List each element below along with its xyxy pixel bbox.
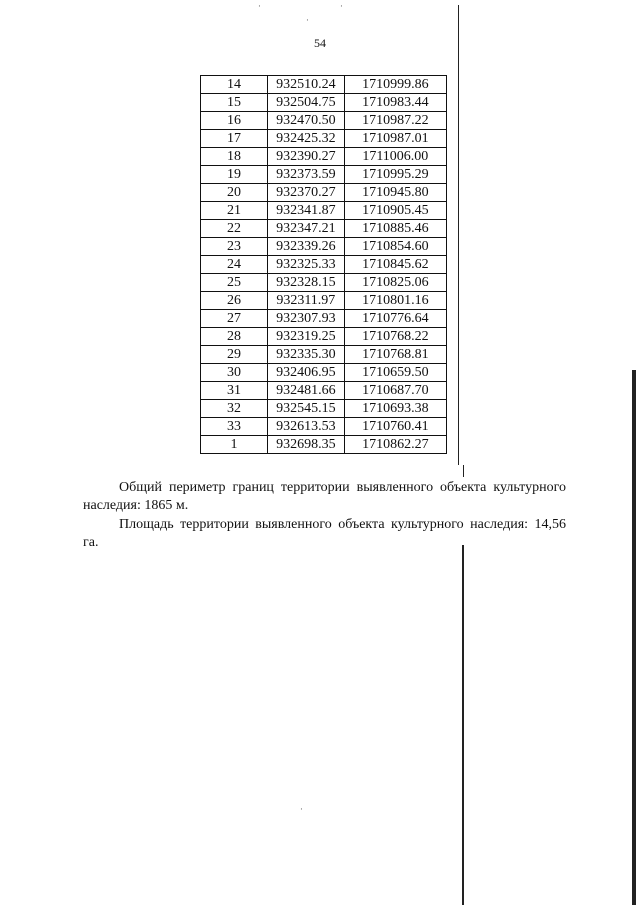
point-number-cell: 25: [201, 274, 268, 292]
x-coordinate-cell: 932325.33: [267, 256, 344, 274]
y-coordinate-cell: 1710801.16: [344, 292, 446, 310]
scan-edge-tick: [463, 465, 464, 477]
x-coordinate-cell: 932481.66: [267, 382, 344, 400]
y-coordinate-cell: 1710862.27: [344, 436, 446, 454]
x-coordinate-cell: 932339.26: [267, 238, 344, 256]
y-coordinate-cell: 1710693.38: [344, 400, 446, 418]
x-coordinate-cell: 932406.95: [267, 364, 344, 382]
table-row: [201, 76, 447, 94]
y-coordinate-cell: 1710987.22: [344, 112, 446, 130]
scan-speck: ·: [258, 2, 261, 12]
table-row: [201, 292, 447, 310]
scan-speck: ·: [300, 805, 303, 815]
perimeter-paragraph: [83, 479, 566, 515]
table-row: [201, 94, 447, 112]
y-coordinate-cell: 1710760.41: [344, 418, 446, 436]
y-coordinate-cell: 1710825.06: [344, 274, 446, 292]
y-coordinate-cell: 1710983.44: [344, 94, 446, 112]
x-coordinate-cell: 932319.25: [267, 328, 344, 346]
scan-edge-bar-right: [632, 370, 636, 905]
table-row: [201, 364, 447, 382]
perimeter-text: Общий периметр границ территории выявленного объекта культурного наследия: 1865 м.: [83, 480, 566, 513]
table-row: [201, 202, 447, 220]
point-number-cell: 24: [201, 256, 268, 274]
y-coordinate-cell: 1710885.46: [344, 220, 446, 238]
page-number: 54: [314, 36, 326, 50]
point-number-cell: 27: [201, 310, 268, 328]
table-row: [201, 256, 447, 274]
point-number-cell: 18: [201, 148, 268, 166]
table-row: [201, 400, 447, 418]
area-text: Площадь территории выявленного объекта культурного наследия: 14,56 га.: [83, 517, 566, 550]
y-coordinate-cell: 1710845.62: [344, 256, 446, 274]
table-row: [201, 328, 447, 346]
x-coordinate-cell: 932370.27: [267, 184, 344, 202]
x-coordinate-cell: 932698.35: [267, 436, 344, 454]
table-row: [201, 418, 447, 436]
x-coordinate-cell: 932311.97: [267, 292, 344, 310]
point-number-cell: 29: [201, 346, 268, 364]
x-coordinate-cell: 932470.50: [267, 112, 344, 130]
scan-edge-line-mid: [462, 545, 464, 905]
y-coordinate-cell: 1710905.45: [344, 202, 446, 220]
y-coordinate-cell: 1710987.01: [344, 130, 446, 148]
y-coordinate-cell: 1710659.50: [344, 364, 446, 382]
area-paragraph: [83, 516, 566, 552]
point-number-cell: 22: [201, 220, 268, 238]
point-number-cell: 21: [201, 202, 268, 220]
x-coordinate-cell: 932335.30: [267, 346, 344, 364]
table-row: [201, 148, 447, 166]
x-coordinate-cell: 932328.15: [267, 274, 344, 292]
y-coordinate-cell: 1710995.29: [344, 166, 446, 184]
x-coordinate-cell: 932545.15: [267, 400, 344, 418]
y-coordinate-cell: 1711006.00: [344, 148, 446, 166]
table-row: [201, 166, 447, 184]
point-number-cell: 30: [201, 364, 268, 382]
table-row: [201, 130, 447, 148]
point-number-cell: 23: [201, 238, 268, 256]
x-coordinate-cell: 932613.53: [267, 418, 344, 436]
x-coordinate-cell: 932373.59: [267, 166, 344, 184]
point-number-cell: 16: [201, 112, 268, 130]
x-coordinate-cell: 932347.21: [267, 220, 344, 238]
point-number-cell: 1: [201, 436, 268, 454]
table-row: [201, 112, 447, 130]
x-coordinate-cell: 932390.27: [267, 148, 344, 166]
table-row: [201, 274, 447, 292]
table-row: [201, 346, 447, 364]
scan-speck: ·: [306, 16, 309, 26]
point-number-cell: 33: [201, 418, 268, 436]
y-coordinate-cell: 1710776.64: [344, 310, 446, 328]
x-coordinate-cell: 932510.24: [267, 76, 344, 94]
table-row: [201, 436, 447, 454]
table-row: [201, 382, 447, 400]
y-coordinate-cell: 1710999.86: [344, 76, 446, 94]
point-number-cell: 14: [201, 76, 268, 94]
point-number-cell: 20: [201, 184, 268, 202]
y-coordinate-cell: 1710768.81: [344, 346, 446, 364]
y-coordinate-cell: 1710854.60: [344, 238, 446, 256]
table-row: [201, 238, 447, 256]
x-coordinate-cell: 932307.93: [267, 310, 344, 328]
point-number-cell: 26: [201, 292, 268, 310]
point-number-cell: 15: [201, 94, 268, 112]
point-number-cell: 17: [201, 130, 268, 148]
x-coordinate-cell: 932504.75: [267, 94, 344, 112]
point-number-cell: 28: [201, 328, 268, 346]
coordinates-table-body: [201, 76, 447, 454]
point-number-cell: 32: [201, 400, 268, 418]
coordinates-table: [200, 75, 447, 454]
scan-edge-line-top: [458, 5, 459, 465]
scan-speck: ·: [340, 2, 343, 12]
y-coordinate-cell: 1710768.22: [344, 328, 446, 346]
point-number-cell: 19: [201, 166, 268, 184]
y-coordinate-cell: 1710687.70: [344, 382, 446, 400]
table-row: [201, 220, 447, 238]
x-coordinate-cell: 932341.87: [267, 202, 344, 220]
y-coordinate-cell: 1710945.80: [344, 184, 446, 202]
table-row: [201, 184, 447, 202]
table-row: [201, 310, 447, 328]
point-number-cell: 31: [201, 382, 268, 400]
x-coordinate-cell: 932425.32: [267, 130, 344, 148]
